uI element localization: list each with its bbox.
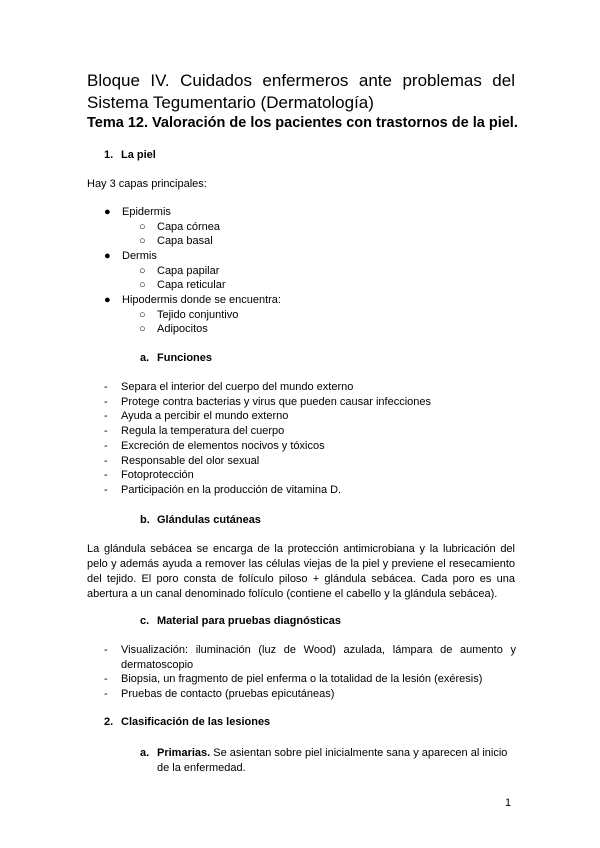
- list-item: - Participación en la producción de vitamina D.: [104, 483, 516, 498]
- topic-heading: Tema 12. Valoración de los pacientes con trastornos de la piel.: [87, 115, 518, 131]
- section-1-title: La piel: [121, 149, 156, 161]
- list-item: - Pruebas de contacto (pruebas epicutáneas): [104, 687, 516, 702]
- bullet-icon: ●: [104, 250, 111, 262]
- circle-bullet-icon: ○: [139, 235, 146, 247]
- list-item: - Ayuda a percibir el mundo externo: [104, 409, 516, 424]
- circle-bullet-icon: ○: [139, 323, 146, 335]
- section-2-number: 2.: [104, 716, 114, 728]
- list-item: - Protege contra bacterias y virus que pueden causar infecciones: [104, 395, 516, 410]
- primarias-label: Primarias.: [157, 747, 211, 759]
- list-item: [139, 235, 213, 247]
- subsection-b-title: Glándulas cutáneas: [157, 514, 261, 526]
- list-item: - Responsable del olor sexual: [104, 454, 516, 469]
- page-number: 1: [505, 797, 512, 809]
- list-item: [139, 279, 226, 291]
- list-item-label: Capa papilar: [157, 265, 220, 277]
- document-title: [87, 70, 515, 114]
- list-item: [104, 206, 171, 218]
- list-item: - Separa el interior del cuerpo del mundo externo: [104, 380, 516, 395]
- subsection-c-title: Material para pruebas diagnósticas: [157, 615, 342, 627]
- list-item: - Regula la temperatura del cuerpo: [104, 424, 516, 439]
- list-item-label: Tejido conjuntivo: [157, 309, 239, 321]
- list-item-label: Capa basal: [157, 235, 213, 247]
- bullet-icon: ●: [104, 206, 111, 218]
- circle-bullet-icon: ○: [139, 221, 146, 233]
- list-item: [104, 250, 157, 262]
- glandulas-paragraph: La glándula sebácea se encarga de la protección antimicrobiana y la lubricación del pelo y además ayuda a remover las células viejas de la piel y previene el resecamiento del tejido. El poro consta de folículo piloso + glándula sebácea. Cada poro es una abertura a un canal denominado folículo (contiene el cabello y la glándula sebácea).: [87, 543, 515, 600]
- list-item: - Visualización: iluminación (luz de Wood) azulada, lámpara de aumento y dermatoscopio: [104, 643, 516, 672]
- intro-text: Hay 3 capas principales:: [87, 178, 207, 190]
- subsection-b-number: b.: [140, 514, 150, 526]
- list-item: [139, 323, 208, 335]
- list-item: - Excreción de elementos nocivos y tóxicos: [104, 439, 516, 454]
- document-title-line-2: Sistema Tegumentario (Dermatología): [87, 93, 374, 112]
- primarias-number: a.: [140, 747, 150, 759]
- list-item-label: Capa reticular: [157, 279, 226, 291]
- list-item: [139, 265, 220, 277]
- list-item-label: Epidermis: [122, 206, 171, 218]
- list-item-label: Dermis: [122, 250, 157, 262]
- list-item: [104, 294, 281, 306]
- section-1-number: 1.: [104, 149, 114, 161]
- primarias-text: Se asientan sobre piel inicialmente sana y aparecen al inicio de la enfermedad.: [157, 747, 508, 774]
- pruebas-list: [104, 643, 516, 702]
- list-item: [139, 221, 220, 233]
- bullet-icon: ●: [104, 294, 111, 306]
- subsection-a-number: a.: [140, 352, 150, 364]
- subsection-a-title: Funciones: [157, 352, 213, 364]
- list-item: - Fotoprotección: [104, 468, 516, 483]
- list-item: [139, 309, 239, 321]
- list-item-label: Adipocitos: [157, 323, 208, 335]
- section-2-title: Clasificación de las lesiones: [121, 716, 271, 728]
- funciones-list: [104, 380, 516, 498]
- primarias-paragraph: [157, 746, 515, 776]
- list-item-label: Hipodermis donde se encuentra:: [122, 294, 281, 306]
- list-item-label: Capa córnea: [157, 221, 220, 233]
- circle-bullet-icon: ○: [139, 309, 146, 321]
- circle-bullet-icon: ○: [139, 265, 146, 277]
- document-title-line-1: Bloque IV. Cuidados enfermeros ante problemas del: [87, 71, 515, 90]
- circle-bullet-icon: ○: [139, 279, 146, 291]
- list-item: - Biopsia, un fragmento de piel enferma o la totalidad de la lesión (exéresis): [104, 672, 516, 687]
- subsection-c-number: c.: [140, 615, 150, 627]
